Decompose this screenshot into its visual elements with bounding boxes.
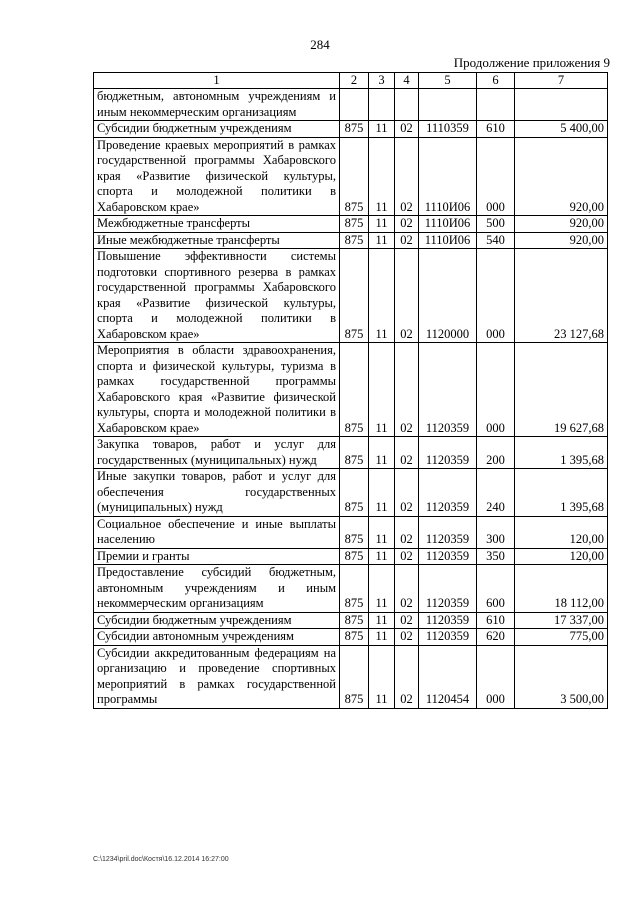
amount-cell: 3 500,00 bbox=[515, 645, 608, 708]
table-row bbox=[94, 249, 608, 343]
page-number: 284 bbox=[310, 37, 330, 52]
subsection-cell: 02 bbox=[395, 645, 419, 708]
subsection-cell bbox=[395, 89, 419, 121]
admin-code-cell: 875 bbox=[340, 469, 369, 517]
target-article-cell: 1120359 bbox=[419, 437, 477, 469]
target-article-cell: 1120359 bbox=[419, 629, 477, 646]
section-cell: 11 bbox=[369, 629, 395, 646]
column-header: 7 bbox=[515, 73, 608, 89]
target-article-cell: 1120359 bbox=[419, 343, 477, 437]
target-article-cell: 1120359 bbox=[419, 469, 477, 517]
column-header: 2 bbox=[340, 73, 369, 89]
target-article-cell: 1120359 bbox=[419, 516, 477, 548]
amount-cell: 920,00 bbox=[515, 232, 608, 249]
amount-cell: 19 627,68 bbox=[515, 343, 608, 437]
row-name-cell: бюджетным, автономным учреждениям и иным некоммерческим организациям bbox=[94, 89, 340, 121]
row-name-cell: Повышение эффективности системы подготовки спортивного резерва в рамках государственной программы Хабаровского края «Развитие физической культуры, спорта и молодежной политики в Хабаровском крае» bbox=[94, 249, 340, 343]
target-article-cell: 1120000 bbox=[419, 249, 477, 343]
amount-cell: 775,00 bbox=[515, 629, 608, 646]
expense-type-cell: 540 bbox=[477, 232, 515, 249]
expense-type-cell: 620 bbox=[477, 629, 515, 646]
table-row bbox=[94, 216, 608, 233]
section-cell: 11 bbox=[369, 137, 395, 216]
amount-cell: 1 395,68 bbox=[515, 437, 608, 469]
section-cell: 11 bbox=[369, 121, 395, 138]
amount-cell: 17 337,00 bbox=[515, 612, 608, 629]
column-header: 1 bbox=[94, 73, 340, 89]
subsection-cell: 02 bbox=[395, 629, 419, 646]
amount-cell: 920,00 bbox=[515, 137, 608, 216]
admin-code-cell: 875 bbox=[340, 516, 369, 548]
row-name-cell: Субсидии бюджетным учреждениям bbox=[94, 612, 340, 629]
column-header: 5 bbox=[419, 73, 477, 89]
section-cell: 11 bbox=[369, 232, 395, 249]
section-cell: 11 bbox=[369, 548, 395, 565]
table-header-row bbox=[94, 73, 608, 89]
amount-cell: 120,00 bbox=[515, 548, 608, 565]
admin-code-cell: 875 bbox=[340, 629, 369, 646]
table-row bbox=[94, 89, 608, 121]
amount-cell: 18 112,00 bbox=[515, 565, 608, 613]
admin-code-cell: 875 bbox=[340, 216, 369, 233]
table-row bbox=[94, 121, 608, 138]
table-row bbox=[94, 629, 608, 646]
row-name-cell: Проведение краевых мероприятий в рамках государственной программы Хабаровского края «Развитие физической культуры, спорта и молодежной политики в Хабаровском крае» bbox=[94, 137, 340, 216]
expense-type-cell: 350 bbox=[477, 548, 515, 565]
subsection-cell: 02 bbox=[395, 216, 419, 233]
section-cell: 11 bbox=[369, 612, 395, 629]
table-row bbox=[94, 343, 608, 437]
amount-cell: 5 400,00 bbox=[515, 121, 608, 138]
admin-code-cell bbox=[340, 89, 369, 121]
table-row bbox=[94, 612, 608, 629]
expense-type-cell: 610 bbox=[477, 121, 515, 138]
section-cell: 11 bbox=[369, 516, 395, 548]
expense-type-cell: 000 bbox=[477, 343, 515, 437]
table-row bbox=[94, 645, 608, 708]
row-name-cell: Мероприятия в области здравоохранения, спорта и физической культуры, туризма в рамках государственной программы Хабаровского края «Развитие физической культуры, спорта и молодежной политики в Хабаровском крае» bbox=[94, 343, 340, 437]
row-name-cell: Закупка товаров, работ и услуг для государственных (муниципальных) нужд bbox=[94, 437, 340, 469]
subsection-cell: 02 bbox=[395, 612, 419, 629]
expense-type-cell: 500 bbox=[477, 216, 515, 233]
target-article-cell: 1120454 bbox=[419, 645, 477, 708]
admin-code-cell: 875 bbox=[340, 121, 369, 138]
amount-cell: 23 127,68 bbox=[515, 249, 608, 343]
admin-code-cell: 875 bbox=[340, 645, 369, 708]
table-row bbox=[94, 232, 608, 249]
row-name-cell: Премии и гранты bbox=[94, 548, 340, 565]
column-header: 4 bbox=[395, 73, 419, 89]
row-name-cell: Субсидии аккредитованным федерациям на организацию и проведение спортивных мероприятий в рамках государственной программы bbox=[94, 645, 340, 708]
column-header: 3 bbox=[369, 73, 395, 89]
section-cell: 11 bbox=[369, 469, 395, 517]
table-row bbox=[94, 516, 608, 548]
amount-cell: 120,00 bbox=[515, 516, 608, 548]
admin-code-cell: 875 bbox=[340, 548, 369, 565]
section-cell: 11 bbox=[369, 343, 395, 437]
row-name-cell: Субсидии бюджетным учреждениям bbox=[94, 121, 340, 138]
subsection-cell: 02 bbox=[395, 249, 419, 343]
row-name-cell: Иные закупки товаров, работ и услуг для обеспечения государственных (муниципальных) нужд bbox=[94, 469, 340, 517]
table-row bbox=[94, 137, 608, 216]
table-row bbox=[94, 565, 608, 613]
admin-code-cell: 875 bbox=[340, 612, 369, 629]
table-row bbox=[94, 548, 608, 565]
section-cell bbox=[369, 89, 395, 121]
table-row bbox=[94, 437, 608, 469]
section-cell: 11 bbox=[369, 565, 395, 613]
admin-code-cell: 875 bbox=[340, 137, 369, 216]
footer-path: C:\1234\pril.doc\Костя\16.12.2014 16:27:00 bbox=[93, 856, 229, 863]
expense-type-cell: 300 bbox=[477, 516, 515, 548]
row-name-cell: Предоставление субсидий бюджетным, автономным учреждениям и иным некоммерческим организациям bbox=[94, 565, 340, 613]
target-article-cell: 1110И06 bbox=[419, 137, 477, 216]
admin-code-cell: 875 bbox=[340, 437, 369, 469]
target-article-cell: 1120359 bbox=[419, 548, 477, 565]
section-cell: 11 bbox=[369, 645, 395, 708]
expense-type-cell: 000 bbox=[477, 137, 515, 216]
row-name-cell: Субсидии автономным учреждениям bbox=[94, 629, 340, 646]
amount-cell bbox=[515, 89, 608, 121]
subsection-cell: 02 bbox=[395, 343, 419, 437]
expense-type-cell: 000 bbox=[477, 249, 515, 343]
amount-cell: 1 395,68 bbox=[515, 469, 608, 517]
section-cell: 11 bbox=[369, 216, 395, 233]
target-article-cell: 1110359 bbox=[419, 121, 477, 138]
admin-code-cell: 875 bbox=[340, 249, 369, 343]
target-article-cell: 1110И06 bbox=[419, 232, 477, 249]
subsection-cell: 02 bbox=[395, 469, 419, 517]
row-name-cell: Межбюджетные трансферты bbox=[94, 216, 340, 233]
expense-type-cell: 200 bbox=[477, 437, 515, 469]
budget-table bbox=[93, 72, 608, 709]
subsection-cell: 02 bbox=[395, 137, 419, 216]
subsection-cell: 02 bbox=[395, 565, 419, 613]
section-cell: 11 bbox=[369, 437, 395, 469]
admin-code-cell: 875 bbox=[340, 232, 369, 249]
subsection-cell: 02 bbox=[395, 232, 419, 249]
continuation-label: Продолжение приложения 9 bbox=[453, 55, 610, 70]
column-header: 6 bbox=[477, 73, 515, 89]
expense-type-cell: 610 bbox=[477, 612, 515, 629]
row-name-cell: Социальное обеспечение и иные выплаты населению bbox=[94, 516, 340, 548]
expense-type-cell: 600 bbox=[477, 565, 515, 613]
row-name-cell: Иные межбюджетные трансферты bbox=[94, 232, 340, 249]
target-article-cell: 1120359 bbox=[419, 565, 477, 613]
subsection-cell: 02 bbox=[395, 121, 419, 138]
subsection-cell: 02 bbox=[395, 516, 419, 548]
section-cell: 11 bbox=[369, 249, 395, 343]
subsection-cell: 02 bbox=[395, 437, 419, 469]
expense-type-cell: 000 bbox=[477, 645, 515, 708]
target-article-cell bbox=[419, 89, 477, 121]
subsection-cell: 02 bbox=[395, 548, 419, 565]
target-article-cell: 1110И06 bbox=[419, 216, 477, 233]
expense-type-cell: 240 bbox=[477, 469, 515, 517]
amount-cell: 920,00 bbox=[515, 216, 608, 233]
expense-type-cell bbox=[477, 89, 515, 121]
table-row bbox=[94, 469, 608, 517]
target-article-cell: 1120359 bbox=[419, 612, 477, 629]
admin-code-cell: 875 bbox=[340, 343, 369, 437]
admin-code-cell: 875 bbox=[340, 565, 369, 613]
